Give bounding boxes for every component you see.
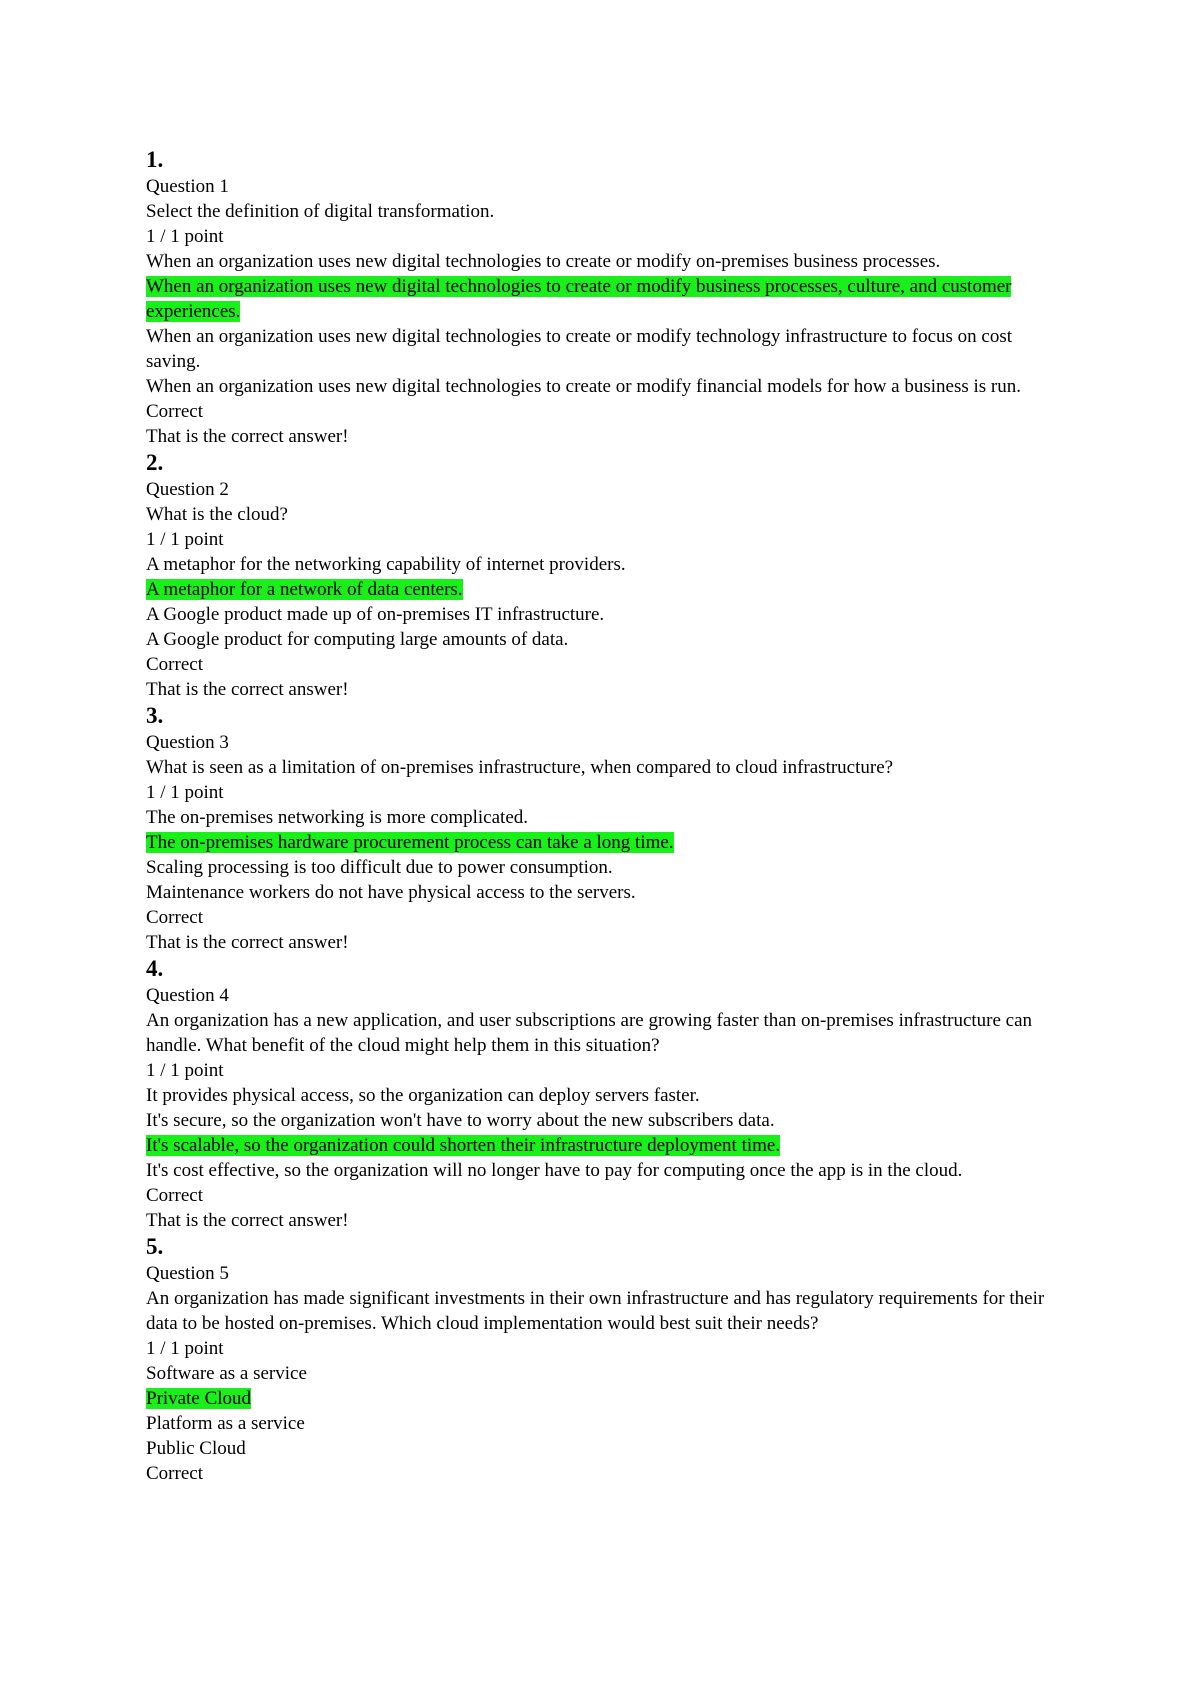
answer-option[interactable]: [146, 880, 1066, 905]
result-status: Correct: [146, 907, 203, 928]
question-block: [146, 146, 1066, 449]
answer-option-text: It's cost effective, so the organization will no longer have to pay for computing once the app is in the cloud.: [146, 1160, 963, 1181]
question-number: 4.: [146, 956, 164, 981]
question-points: 1 / 1 point: [146, 782, 224, 803]
question-number: 2.: [146, 450, 164, 475]
answer-option-text: A metaphor for the networking capability of internet providers.: [146, 554, 626, 575]
answer-option-text: When an organization uses new digital technologies to create or modify on-premises business processes.: [146, 251, 941, 272]
answer-option-text: A metaphor for a network of data centers.: [146, 579, 463, 600]
answer-option[interactable]: [146, 627, 1066, 652]
result-feedback: That is the correct answer!: [146, 426, 349, 447]
question-number: 3.: [146, 703, 164, 728]
question-label: Question 4: [146, 985, 229, 1006]
answer-option[interactable]: [146, 1108, 1066, 1133]
answer-option-selected[interactable]: [146, 1386, 1066, 1411]
question-points: 1 / 1 point: [146, 226, 224, 247]
answer-option-text: When an organization uses new digital technologies to create or modify technology infrastructure to focus on cost saving.: [146, 326, 1013, 372]
answer-option-selected[interactable]: [146, 1133, 1066, 1158]
result-feedback: That is the correct answer!: [146, 679, 349, 700]
answer-option[interactable]: [146, 1436, 1066, 1461]
answer-option-selected[interactable]: [146, 577, 1066, 602]
answer-option[interactable]: [146, 855, 1066, 880]
answer-option-text: It provides physical access, so the organization can deploy servers faster.: [146, 1085, 700, 1106]
answer-option-selected[interactable]: [146, 830, 1066, 855]
answer-option-text: When an organization uses new digital technologies to create or modify financial models for how a business is run.: [146, 376, 1022, 397]
question-prompt: Select the definition of digital transformation.: [146, 201, 495, 222]
answer-option[interactable]: [146, 805, 1066, 830]
question-label: Question 5: [146, 1263, 229, 1284]
answer-option-text: Maintenance workers do not have physical access to the servers.: [146, 882, 636, 903]
answer-option[interactable]: [146, 1361, 1066, 1386]
question-points: 1 / 1 point: [146, 529, 224, 550]
answer-option-text: Scaling processing is too difficult due to power consumption.: [146, 857, 613, 878]
question-block: [146, 1233, 1066, 1486]
quiz-document: [146, 146, 1066, 1486]
question-label: Question 1: [146, 176, 229, 197]
answer-option[interactable]: [146, 552, 1066, 577]
result-feedback: That is the correct answer!: [146, 932, 349, 953]
question-block: [146, 449, 1066, 702]
result-feedback: That is the correct answer!: [146, 1210, 349, 1231]
answer-option-text: It's scalable, so the organization could shorten their infrastructure deployment time.: [146, 1135, 781, 1156]
question-prompt: An organization has made significant investments in their own infrastructure and has regulatory requirements for their data to be hosted on-premises. Which cloud implementation would best suit their needs?: [146, 1288, 1045, 1334]
result-status: Correct: [146, 1185, 203, 1206]
answer-option[interactable]: [146, 1411, 1066, 1436]
answer-option-text: It's secure, so the organization won't have to worry about the new subscribers data.: [146, 1110, 775, 1131]
question-label: Question 3: [146, 732, 229, 753]
answer-option-text: Public Cloud: [146, 1438, 246, 1459]
answer-option[interactable]: [146, 1083, 1066, 1108]
result-status: Correct: [146, 401, 203, 422]
answer-option-selected[interactable]: [146, 274, 1066, 324]
answer-option-text: The on-premises hardware procurement process can take a long time.: [146, 832, 674, 853]
answer-option[interactable]: [146, 374, 1066, 399]
answer-option-text: Platform as a service: [146, 1413, 305, 1434]
answer-option-text: A Google product made up of on-premises IT infrastructure.: [146, 604, 605, 625]
answer-option-text: When an organization uses new digital technologies to create or modify business processes, culture, and customer experiences.: [146, 276, 1012, 322]
result-status: Correct: [146, 654, 203, 675]
question-prompt: An organization has a new application, and user subscriptions are growing faster than on-premises infrastructure can handle. What benefit of the cloud might help them in this situation?: [146, 1010, 1033, 1056]
result-status: Correct: [146, 1463, 203, 1484]
question-prompt: What is seen as a limitation of on-premises infrastructure, when compared to cloud infrastructure?: [146, 757, 894, 778]
answer-option-text: Private Cloud: [146, 1388, 252, 1409]
question-points: 1 / 1 point: [146, 1060, 224, 1081]
answer-option-text: The on-premises networking is more complicated.: [146, 807, 529, 828]
answer-option-text: Software as a service: [146, 1363, 307, 1384]
question-points: 1 / 1 point: [146, 1338, 224, 1359]
answer-option[interactable]: [146, 249, 1066, 274]
question-number: 5.: [146, 1234, 164, 1259]
answer-option[interactable]: [146, 1158, 1066, 1183]
answer-option[interactable]: [146, 602, 1066, 627]
question-label: Question 2: [146, 479, 229, 500]
question-number: 1.: [146, 147, 164, 172]
question-block: [146, 955, 1066, 1233]
answer-option-text: A Google product for computing large amounts of data.: [146, 629, 569, 650]
question-prompt: What is the cloud?: [146, 504, 288, 525]
answer-option[interactable]: [146, 324, 1066, 374]
question-block: [146, 702, 1066, 955]
